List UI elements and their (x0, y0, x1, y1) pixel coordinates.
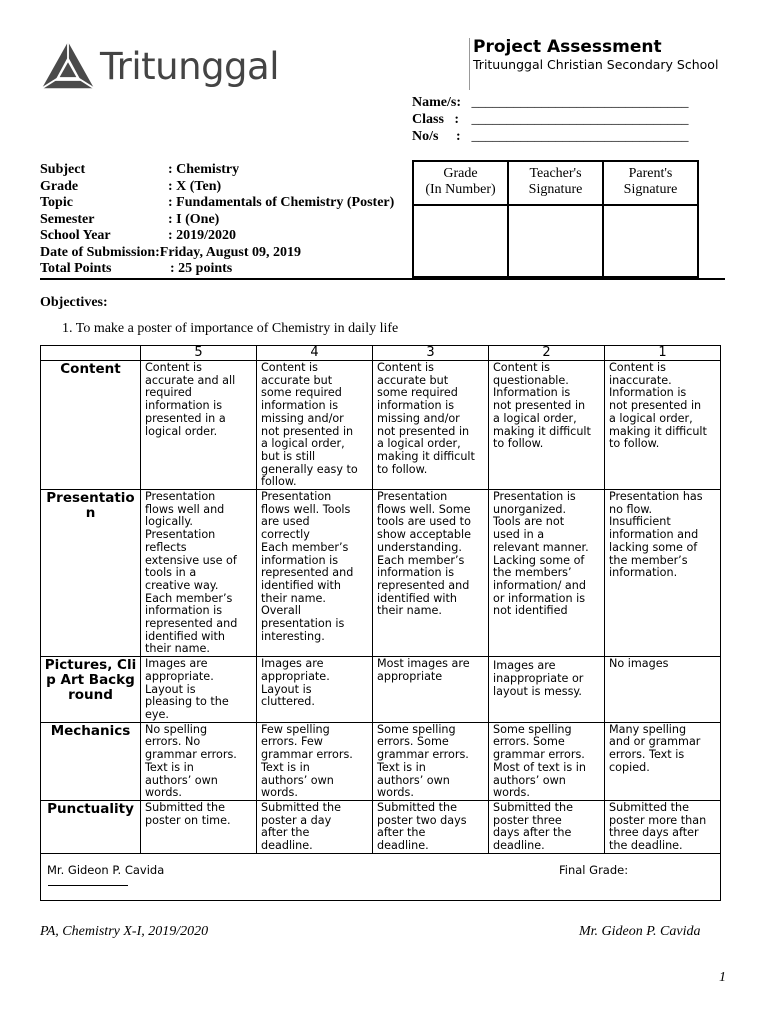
info-value: : I (One) (168, 211, 220, 227)
trinity-logo-icon (40, 40, 96, 92)
criterion-label: Content (41, 361, 141, 490)
number-blank[interactable]: _______________________________ (468, 129, 689, 144)
info-grade (40, 179, 394, 196)
rubric-row-pictures (41, 657, 721, 723)
objective-item: 1. To make a poster of importance of Chemistry in daily life (62, 321, 399, 336)
criterion-label: Mechanics (41, 722, 141, 800)
info-value: : 2019/2020 (168, 228, 237, 243)
school-logo (40, 40, 279, 92)
info-submission-date (40, 245, 394, 262)
rubric-cell: Content is accurate and all required information is presented in a logical order. (141, 361, 257, 490)
info-semester (40, 212, 394, 229)
rubric-cell: Submitted the poster two days after the deadline. (373, 800, 489, 853)
rubric-corner (41, 346, 141, 361)
info-value: : X (Ten) (168, 178, 222, 194)
rubric-footer-row (41, 853, 721, 900)
rubric-cell: Presentation flows well and logically. Presentation reflects extensive use of tools in a creative way. Each member’s information is represented and identified with their name. (141, 490, 257, 657)
score-2: 2 (489, 346, 605, 361)
rubric-cell: Some spelling errors. Some grammar errors. Text is in authors’ own words. (373, 722, 489, 800)
rubric-cell: Content is inaccurate. Information is not presented in a logical order, making it difficult to follow. (605, 361, 721, 490)
school-name: Trituunggal Christian Secondary School (473, 57, 719, 72)
info-key: Total Points (40, 261, 112, 276)
number-label: No/s : (412, 129, 461, 144)
final-grade-label: Final Grade: (559, 862, 629, 877)
rubric-cell: Presentation is unorganized. Tools are not used in a relevant manner. Lacking some of the members’ information/ and or information is not identified (489, 490, 605, 657)
info-value: : Chemistry (168, 162, 240, 177)
info-value: : 25 points (170, 261, 233, 276)
teacher-signature-cell[interactable] (508, 205, 603, 277)
rubric-cell: Submitted the poster on time. (141, 800, 257, 853)
rubric-cell: Images are appropriate. Layout is pleasing to the eye. (141, 657, 257, 723)
grade-header: Grade (In Number) (413, 161, 508, 205)
rubric-cell: No spelling errors. No grammar errors. Text is in authors’ own words. (141, 722, 257, 800)
info-key: Date of Submission: (40, 244, 160, 260)
rubric-cell: No images (605, 657, 721, 723)
header-divider (469, 38, 470, 90)
info-key: Subject (40, 162, 86, 177)
info-subject (40, 162, 394, 179)
parent-signature-header: Parent's Signature (603, 161, 698, 205)
page-number: 1 (719, 970, 726, 985)
info-value: Friday, August 09, 2019 (159, 244, 301, 260)
criterion-label: Punctuality (41, 800, 141, 853)
rubric-cell: Some spelling errors. Some grammar errors. Most of text is in authors’ own words. (489, 722, 605, 800)
footer-course: PA, Chemistry X-I, 2019/2020 (40, 924, 209, 939)
rubric-row-content (41, 361, 721, 490)
name-label: Name/s: (412, 95, 461, 110)
rubric-table (40, 345, 721, 901)
rubric-cell: Presentation flows well. Some tools are used to show acceptable understanding. Each member’s information is represented and identified with their name. (373, 490, 489, 657)
teacher-signature-header: Teacher's Signature (508, 161, 603, 205)
class-field[interactable] (412, 111, 689, 128)
info-key: School Year (40, 228, 111, 243)
rubric-cell: Submitted the poster a day after the deadline. (257, 800, 373, 853)
grade-cell[interactable] (413, 205, 508, 277)
rubric-row-mechanics (41, 722, 721, 800)
info-total-points (40, 261, 394, 278)
rubric-row-presentation (41, 490, 721, 657)
rubric-cell: Content is accurate but some required information is missing and/or not presented in a logical order, but is still generally easy to follow. (257, 361, 373, 490)
student-fields (412, 94, 689, 145)
grade-signature-table (412, 160, 699, 278)
rubric-cell: Most images are appropriate (373, 657, 489, 723)
logo-wordmark: Tritunggal (100, 44, 279, 88)
score-5: 5 (141, 346, 257, 361)
teacher-name: Mr. Gideon P. Cavida (47, 862, 165, 877)
page-title: Project Assessment (473, 37, 662, 57)
rubric-cell: Content is questionable. Information is not presented in a logical order, making it difficult to follow. (489, 361, 605, 490)
score-3: 3 (373, 346, 489, 361)
rubric-cell: Submitted the poster three days after the deadline. (489, 800, 605, 853)
info-school-year (40, 228, 394, 245)
objectives-heading: Objectives: (40, 295, 108, 310)
rubric-row-punctuality (41, 800, 721, 853)
footer-teacher: Mr. Gideon P. Cavida (579, 924, 701, 939)
rubric-cell: Presentation has no flow. Insufficient information and lacking some of the member’s information. (605, 490, 721, 657)
rubric-cell: Images are appropriate. Layout is cluttered. (257, 657, 373, 723)
assignment-info (40, 162, 394, 278)
class-label: Class : (412, 112, 460, 127)
signature-line (48, 885, 128, 886)
name-blank[interactable]: _______________________________ (468, 95, 689, 110)
rubric-footer (41, 853, 721, 900)
rubric-header-row (41, 346, 721, 361)
score-4: 4 (257, 346, 373, 361)
rubric-cell: Images are inappropriate or layout is messy. (489, 657, 605, 723)
rubric-cell: Presentation flows well. Tools are used correctly Each member’s information is represented and identified with their name. Overall presentation is interesting. (257, 490, 373, 657)
info-key: Topic (40, 195, 73, 210)
info-key: Grade (40, 178, 79, 194)
score-1: 1 (605, 346, 721, 361)
info-value: : Fundamentals of Chemistry (Poster) (168, 195, 395, 210)
name-field[interactable] (412, 94, 689, 111)
rubric-cell: Few spelling errors. Few grammar errors. Text is in authors’ own words. (257, 722, 373, 800)
criterion-label: Pictures, Clip Art Background (41, 657, 141, 723)
info-key: Semester (40, 211, 95, 227)
rubric-cell: Content is accurate but some required information is missing and/or not presented in a logical order, making it difficult to follow. (373, 361, 489, 490)
rubric-cell: Submitted the poster more than three days after the deadline. (605, 800, 721, 853)
criterion-label: Presentation (41, 490, 141, 657)
rubric-cell: Many spelling and or grammar errors. Text is copied. (605, 722, 721, 800)
number-field[interactable] (412, 128, 689, 145)
class-blank[interactable]: _______________________________ (468, 112, 689, 127)
info-topic (40, 195, 394, 212)
parent-signature-cell[interactable] (603, 205, 698, 277)
section-divider (40, 278, 725, 280)
